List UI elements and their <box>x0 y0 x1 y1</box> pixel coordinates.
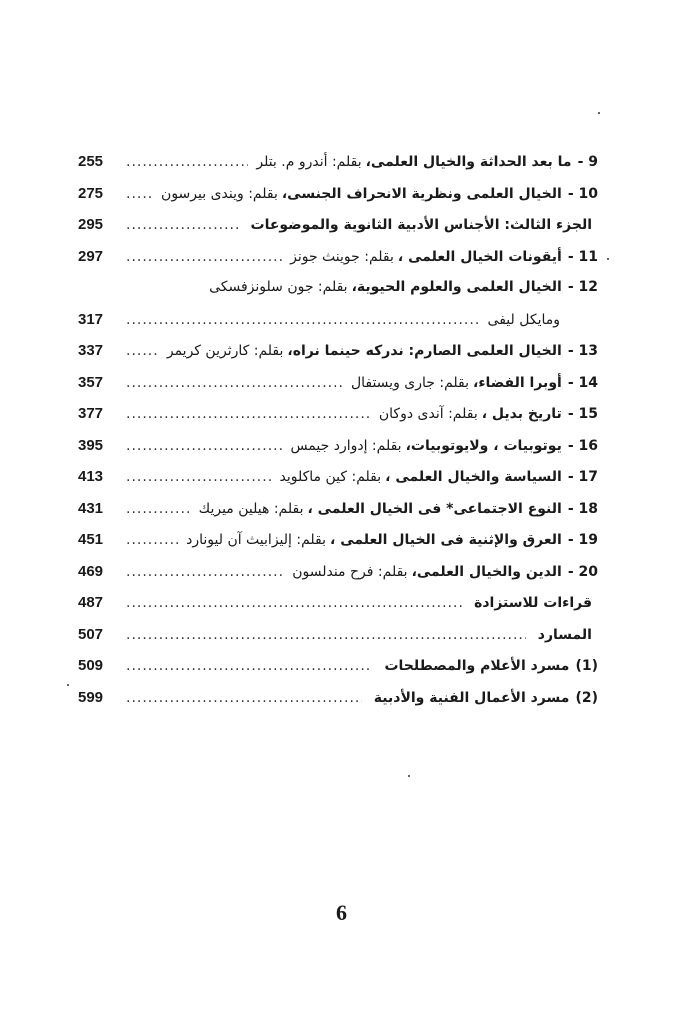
entry-author: بقلم: كارثرين كريمر <box>166 343 284 359</box>
entry-author: بقلم: هيلين ميريك <box>198 500 304 517</box>
scan-speck <box>408 775 410 777</box>
dot-leader <box>126 305 480 337</box>
dot-leader <box>126 651 372 683</box>
toc-entry <box>78 272 598 304</box>
entry-title: النوع الاجتماعى* فى الخيال العلمى ، <box>307 500 562 517</box>
entry-page: 599 <box>78 688 104 706</box>
entry-number: 13 - <box>567 343 598 359</box>
toc-entry <box>78 241 598 273</box>
scan-speck <box>607 258 609 260</box>
dot-leader <box>126 588 462 620</box>
entry-title: مسرد الأعمال الفنية والأدبية <box>373 689 570 706</box>
toc-entry <box>78 430 598 462</box>
entry-number: (1) <box>575 658 598 674</box>
entry-author: بقلم: آندى دوكان <box>378 406 478 422</box>
entry-author: بقلم: جارى ويستفال <box>350 374 470 391</box>
entry-page: 317 <box>78 310 104 328</box>
entry-page: 255 <box>78 153 104 170</box>
entry-title: يوتوبيات ، ولايوتوبيات، <box>405 437 562 454</box>
entry-number: 15 - <box>567 406 598 422</box>
entry-page: 377 <box>78 405 104 422</box>
entry-number: 11 - <box>567 248 598 265</box>
entry-title: مسرد الأعلام والمصطلحات <box>384 658 570 674</box>
entry-title: الخيال العلمى والعلوم الحيوية، <box>351 279 562 295</box>
entry-title: السياسة والخيال العلمى ، <box>385 469 562 485</box>
entry-page: 275 <box>78 184 104 202</box>
table-of-contents <box>78 146 598 713</box>
entry-page: 451 <box>78 531 104 548</box>
entry-number: 14 - <box>567 374 598 391</box>
toc-entry <box>78 461 598 493</box>
toc-entry <box>78 650 598 682</box>
entry-title: المسارد <box>537 626 592 643</box>
dot-leader <box>126 431 282 463</box>
entry-page: 295 <box>78 216 104 233</box>
entry-page: 507 <box>78 625 104 643</box>
dot-leader <box>126 399 371 431</box>
entry-page: 337 <box>78 342 104 359</box>
entry-title: تاريخ بديل ، <box>481 406 562 422</box>
toc-entry <box>78 367 598 399</box>
dot-leader <box>126 494 191 526</box>
entry-number: 12 - <box>567 279 598 295</box>
toc-section-heading <box>78 587 598 619</box>
dot-leader <box>126 620 526 652</box>
entry-title: العرق والإثنية فى الخيال العلمى ، <box>330 532 562 548</box>
entry-author: بقلم: فرح مندلسون <box>292 563 408 580</box>
scan-speck <box>598 112 600 114</box>
entry-author: بقلم: ويندى بيرسون <box>161 185 278 202</box>
dot-leader <box>126 147 248 179</box>
entry-title: أوبرا الفضاء، <box>473 374 562 391</box>
entry-page: 469 <box>78 562 104 580</box>
entry-author: بقلم: جون سلونزفسكى <box>209 279 348 295</box>
entry-page: 487 <box>78 594 104 611</box>
page-number: 6 <box>336 900 347 925</box>
toc-entry <box>78 178 598 210</box>
entry-page: 509 <box>78 657 104 674</box>
entry-title: قراءات للاستزادة <box>474 595 592 611</box>
toc-entry <box>78 493 598 525</box>
entry-number: 17 - <box>567 469 598 485</box>
entry-number: 9 - <box>577 154 598 170</box>
entry-number: (2) <box>575 689 598 706</box>
dot-leader <box>126 210 239 242</box>
entry-title: الخيال العلمى ونظرية الانحراف الجنسى، <box>281 185 562 202</box>
entry-number: 16 - <box>567 437 598 454</box>
toc-entry <box>78 682 598 714</box>
toc-entry <box>78 398 598 430</box>
toc-section-heading <box>78 619 598 651</box>
dot-leader <box>126 336 159 368</box>
dot-leader <box>126 683 362 715</box>
entry-author: بقلم: إليزابيث آن ليونارد <box>186 532 327 548</box>
entry-number: 19 - <box>567 532 598 548</box>
entry-author: بقلم: أندرو م. بتلر <box>256 154 362 170</box>
dot-leader <box>126 525 178 557</box>
toc-entry <box>78 556 598 588</box>
entry-author: ومايكل ليفى <box>487 311 560 328</box>
toc-entry <box>78 335 598 367</box>
toc-entry <box>78 146 598 178</box>
dot-leader <box>126 557 284 589</box>
toc-section-heading <box>78 209 598 241</box>
entry-author: بقلم: جوينث جونز <box>290 248 394 265</box>
dot-leader <box>126 179 153 211</box>
entry-number: 20 - <box>567 563 598 580</box>
entry-page: 297 <box>78 247 104 265</box>
entry-number: 18 - <box>567 500 598 517</box>
entry-title: الدين والخيال العلمى، <box>411 563 562 580</box>
dot-leader <box>126 368 343 400</box>
entry-title: الخيال العلمى الصارم: ندركه حينما نراه، <box>287 343 562 359</box>
entry-title: أيقونات الخيال العلمى ، <box>397 248 562 265</box>
toc-entry <box>78 524 598 556</box>
entry-author: بقلم: إدوارد جيمس <box>290 437 402 454</box>
entry-page: 395 <box>78 436 104 454</box>
entry-page: 413 <box>78 468 104 485</box>
entry-title: ما بعد الحداثة والخيال العلمى، <box>365 154 572 170</box>
entry-page: 357 <box>78 373 104 391</box>
entry-number: 10 - <box>567 185 598 202</box>
entry-page: 431 <box>78 499 104 517</box>
dot-leader <box>126 462 272 494</box>
dot-leader <box>126 242 282 274</box>
entry-author: بقلم: كين ماكلويد <box>279 469 382 485</box>
entry-title: الجزء الثالث: الأجناس الأدبية الثانوية والموضوعات <box>250 217 592 233</box>
toc-entry-continuation <box>78 304 598 336</box>
scan-speck <box>67 684 69 686</box>
